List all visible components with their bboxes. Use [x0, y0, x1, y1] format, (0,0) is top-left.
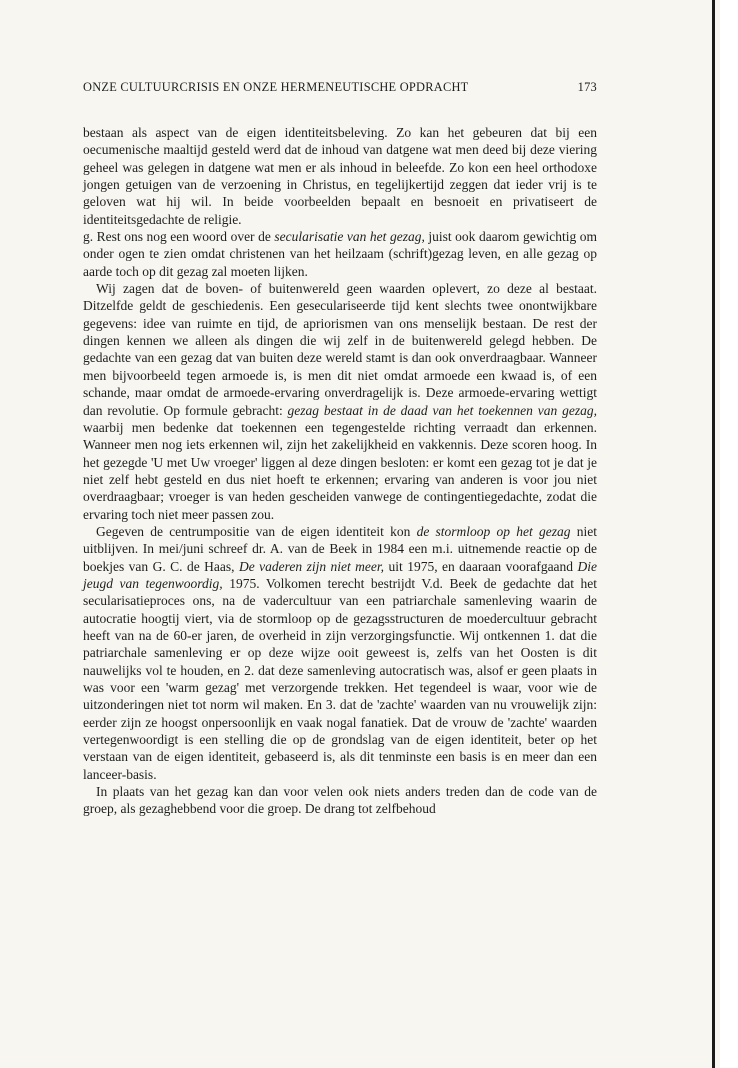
text-run: In plaats van het gezag kan dan voor velen ook niets anders treden dan de code van de groep, als gezaghebbend voor die groep. De drang tot zelfbehoud: [83, 784, 597, 817]
text-run: Wij zagen dat de boven- of buitenwereld geen waarden oplevert, zo deze al bestaat. Ditzelfde geldt de geschiedenis. Een geseculariseerde tijd kent slechts twee onontwijkbare gegevens: idee van ruimte en tijd, de apriorismen van ons menselijk bestaan. De rest der dingen kennen we alleen als dingen die wij zelf in de buitenwereld gelegd hebben. De gedachte van een gezag dat van buiten deze wereld stamt is dan ook onverdraagbaar. Wanneer men bijvoorbeeld tegen armoede is, is men dit niet omdat armoede een kwaad is, of een schande, maar omdat de armoede-ervaring onverdragelijk is. Deze armoede-ervaring wettigt dan revolutie. Op formule gebracht:: [83, 281, 597, 418]
page-number: 173: [577, 80, 597, 94]
emphasis-text: de stormloop op het gezag: [416, 523, 571, 539]
page-edge-line: [712, 0, 715, 1068]
running-title: ONZE CULTUURCRISIS EN ONZE HERMENEUTISCHE OPDRACHT: [83, 80, 469, 94]
text-run: 1975. Volkomen terecht bestrijdt V.d. Beek de gedachte dat het secularisatieproces ons, na de vadercultuur van een patriarchale samenleving waarin de autocratie hoogtij viert, via de stormloop op de gezagsstructuren de moedercultuur gebracht heeft van na de 60-er jaren, de overheid in zijn verzorgingsfunctie. Wij ontkennen 1. dat die patriarchale samenleving er op deze wijze ooit geweest is, zelfs van het Oosten is dit nauwelijks vol te houden, en 2. dat deze samenleving autocratisch was, alsof er geen plaats in was voor een 'warm gezag' met verzorgende trekken. Het tegendeel is waar, voor wie de uitzonderingen niet tot norm wil maken. En 3. dat de 'zachte' waarden van nu vrouwelijk zijn: eerder zijn ze hoogst onpersoonlijk en vaak nogal fanatiek. Dat de vrouw de 'zachte' waarden vertegenwoordigt is een stelling die op de grondslag van de eigen identiteit, beter op het verstaan van de eigen identiteit, gebaseerd is, als dit tenminste een basis is en meer dan een lanceer-basis.: [83, 575, 597, 782]
text-run: juist ook daarom gewichtig om onder ogen te zien omdat christenen van het heilzaam (schrift)gezag leven, en alle gezag op aarde toch op dit gezag zal moeten lijken.: [83, 229, 597, 279]
paragraph: [83, 523, 597, 783]
text-run: niet uitblijven. In mei/juni schreef dr. A. van de Beek in 1984 een m.i. uitnemende reactie op de boekjes van G. C. de Haas,: [83, 523, 597, 574]
paragraph: [83, 124, 597, 228]
page-edge-margin: [720, 0, 738, 1068]
text-run: g. Rest ons nog een woord over de: [83, 229, 275, 245]
paragraph: [83, 228, 597, 280]
text-run: waarbij men bedenke dat toekennen een tegengestelde richting verraadt dan erkennen. Wanneer men nog iets erkennen wil, zijn het zakelijkheid en vakkennis. Deze scoren hoog. In het gezegde 'U met Uw vroeger' liggen al deze dingen besloten: er komt een gezag tot je dat je niet zelf hebt gesteld en dus niet hoeft te erkennen; ervaring van anderen is voor jou niet overdraagbaar; vroeger is van heden gescheiden vanwege de contingentiegedachte, zodat die ervaring toch niet meer passen zou.: [83, 419, 597, 522]
paragraph: [83, 280, 597, 523]
text-run: Gegeven de centrumpositie van de eigen identiteit kon: [96, 523, 417, 539]
text-run: bestaan als aspect van de eigen identiteitsbeleving. Zo kan het gebeuren dat bij een oecumenische maaltijd gesteld werd dat de inhoud van datgene wat men deed bij deze viering geheel was gelegen in datgene wat men er als inhoud in beleefde. Zo kon een heel orthodoxe jongen getuigen van de verzoening in Christus, en tegelijkertijd zeggen dat ieder vrij is te geloven wat hij wil. In beide voorbeelden bepaalt en besnoeit en privatiseert de identiteitsgedachte de religie.: [83, 125, 597, 227]
book-title: De vaderen zijn niet meer,: [238, 558, 385, 574]
emphasis-text: gezag bestaat in de daad van het toekennen van gezag,: [287, 402, 597, 418]
book-title: Die jeugd van tegenwoordig,: [83, 558, 597, 591]
emphasis-text: secularisatie van het gezag,: [274, 229, 425, 245]
body-text: [83, 124, 597, 818]
paragraph: [83, 783, 597, 818]
text-run: uit 1975, en daaraan voorafgaand: [384, 558, 578, 574]
running-header: [83, 80, 597, 98]
